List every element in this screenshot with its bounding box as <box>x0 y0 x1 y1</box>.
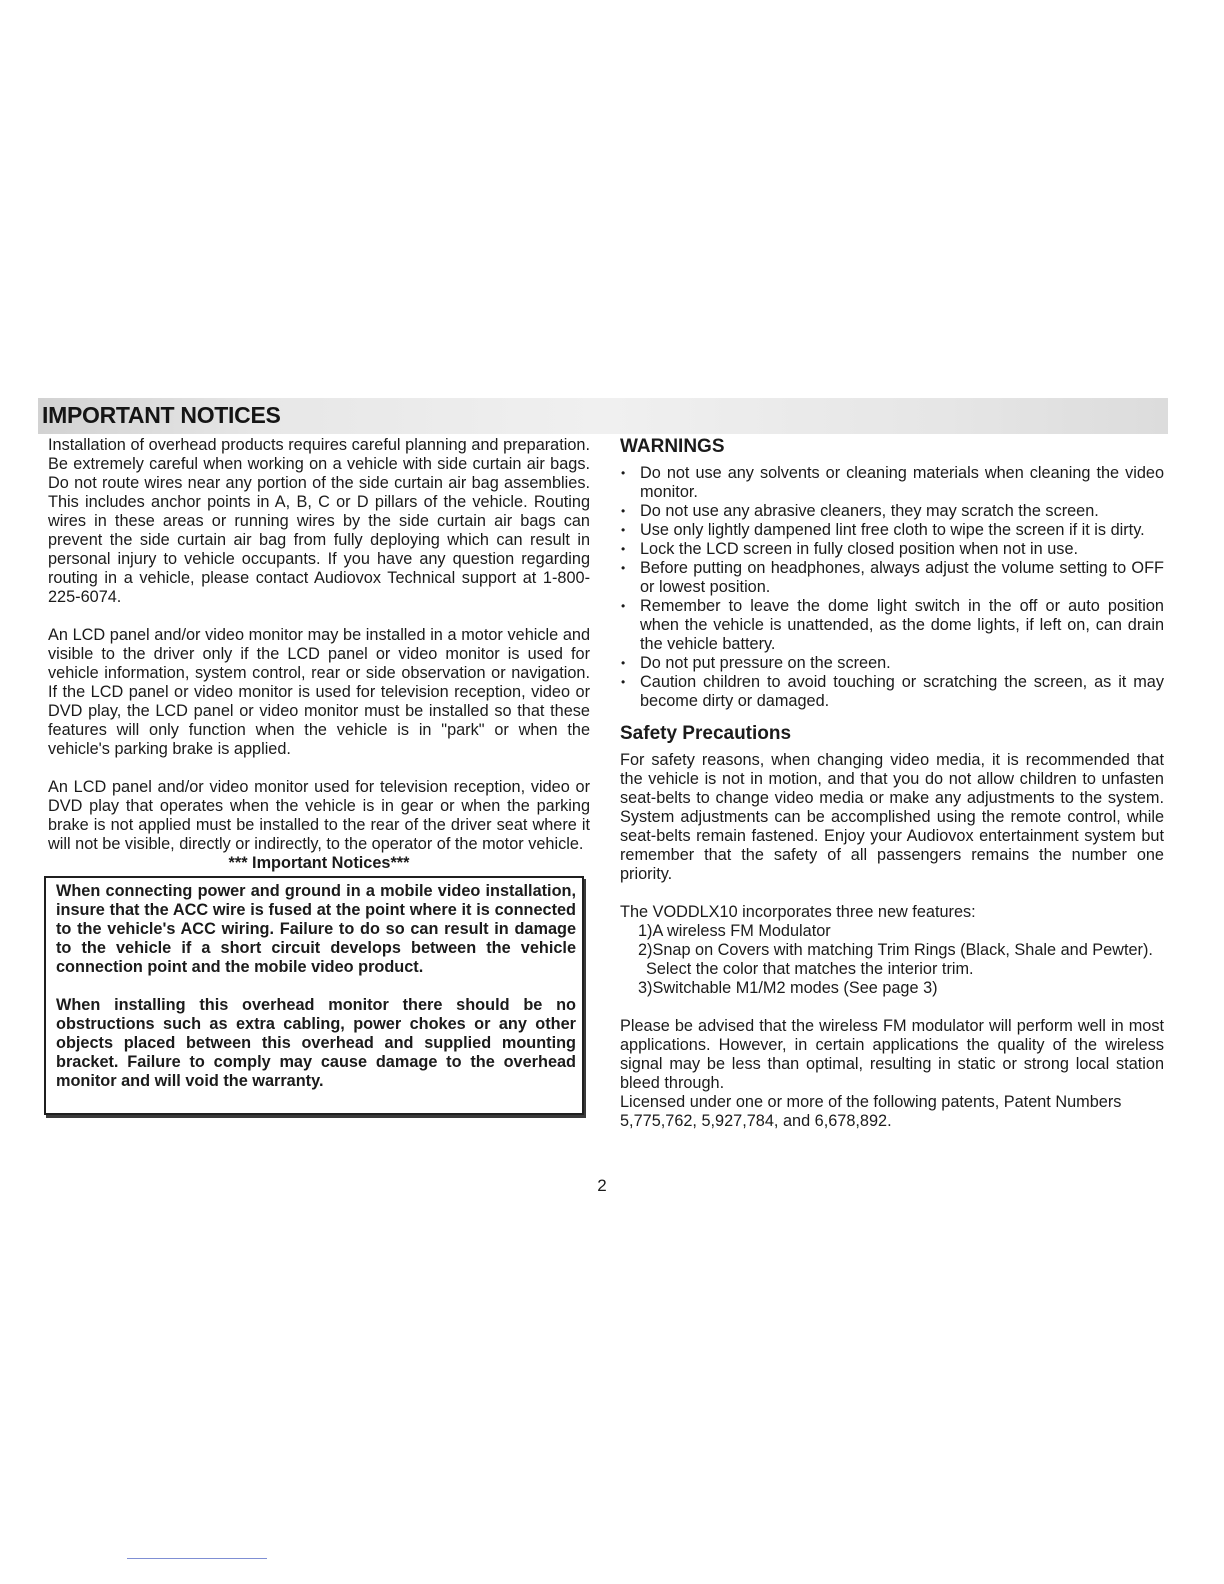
feature-item: 3)Switchable M1/M2 modes (See page 3) <box>638 979 938 997</box>
important-notices-heading: *** Important Notices*** <box>228 854 410 872</box>
right-column <box>620 436 1164 1131</box>
patent-paragraph: Licensed under one or more of the following patents, Patent Numbers 5,775,762, 5,927,784, and 6,678,892. <box>620 1093 1122 1130</box>
left-column <box>48 436 590 1115</box>
page-number: 2 <box>597 1176 607 1195</box>
feature-item: 2)Snap on Covers with matching Trim Rings (Black, Shale and Pewter). Select the color that matches the interior trim. <box>638 941 1153 978</box>
fm-modulator-paragraph: Please be advised that the wireless FM modulator will perform well in most applications. However, in certain applications the quality of the wireless signal may be less than optimal, resulting in static or strong local station bleed through. <box>620 1017 1164 1092</box>
warning-item: • Lock the LCD screen in fully closed position when not in use. <box>620 540 1164 559</box>
acc-wire-notice: When connecting power and ground in a mobile video installation, insure that the ACC wire is fused at the point where it is connected to the vehicle's ACC wiring. Failure to do so can result in damage to the vehicle if a short circuit develops between the vehicle connection point and the mobile video product. <box>56 882 576 976</box>
feature-item: 1)A wireless FM Modulator <box>638 922 831 940</box>
warning-item: • Remember to leave the dome light switch in the off or auto position when the vehicle is unattended, as the dome lights, if left on, can drain the vehicle battery. <box>620 597 1164 654</box>
warning-item: • Do not put pressure on the screen. <box>620 654 1164 673</box>
safety-paragraph: For safety reasons, when changing video media, it is recommended that the vehicle is not in motion, and that you do not allow children to unfasten seat-belts to change video media or make any adjustments to the system. System adjustments can be accomplished using the remote control, while seat-belts remain fastened. Enjoy your Audiovox entertainment system but remember that the safety of all passengers remains the number one priority. <box>620 751 1164 883</box>
safety-precautions-heading: Safety Precautions <box>620 723 792 744</box>
lcd-driver-paragraph: An LCD panel and/or video monitor may be installed in a motor vehicle and visible to the driver only if the LCD panel or video monitor is used for vehicle information, system control, rear or side observation or navigation. If the LCD panel or video monitor is used for television reception, video or DVD play, the LCD panel or video monitor must be installed so that these features will only function when the vehicle is in "park" or when the vehicle's parking brake is applied. <box>48 626 590 758</box>
page-title: IMPORTANT NOTICES <box>42 402 281 428</box>
warnings-heading: WARNINGS <box>620 436 725 457</box>
features-list <box>620 922 1164 998</box>
footer-divider <box>127 1558 267 1559</box>
mounting-notice: When installing this overhead monitor there should be no obstructions such as extra cabling, power chokes or any other objects placed between this overhead and supplied mounting bracket. Failure to comply may cause damage to the overhead monitor and will void the warranty. <box>56 996 576 1090</box>
section-header-bar <box>38 398 1168 434</box>
lcd-rear-paragraph: An LCD panel and/or video monitor used for television reception, video or DVD play that operates when the vehicle is in gear or when the parking brake is not applied must be installed to the rear of the driver seat where it will not be visible, directly or indirectly, to the operator of the motor vehicle. <box>48 778 590 853</box>
warning-item: • Do not use any abrasive cleaners, they may scratch the screen. <box>620 502 1164 521</box>
warning-item: • Do not use any solvents or cleaning materials when cleaning the video monitor. <box>620 464 1164 502</box>
warning-item: • Use only lightly dampened lint free cloth to wipe the screen if it is dirty. <box>620 521 1164 540</box>
warning-item: • Before putting on headphones, always adjust the volume setting to OFF or lowest position. <box>620 559 1164 597</box>
important-notice-box <box>44 876 584 1115</box>
features-intro: The VODDLX10 incorporates three new features: <box>620 903 976 921</box>
warning-item: • Caution children to avoid touching or scratching the screen, as it may become dirty or damaged. <box>620 673 1164 711</box>
installation-paragraph: Installation of overhead products requires careful planning and preparation. Be extremely careful when working on a vehicle with side curtain air bags. Do not route wires near any portion of the side curtain air bag assemblies. This includes anchor points in A, B, C or D pillars of the vehicle. Routing wires in these areas or running wires by the side curtain air bags can prevent the side curtain air bag from fully deploying which can result in personal injury to vehicle occupants. If you have any question regarding routing in a vehicle, please contact Audiovox Technical support at 1-800-225-6074. <box>48 436 590 606</box>
warnings-list <box>620 464 1164 711</box>
